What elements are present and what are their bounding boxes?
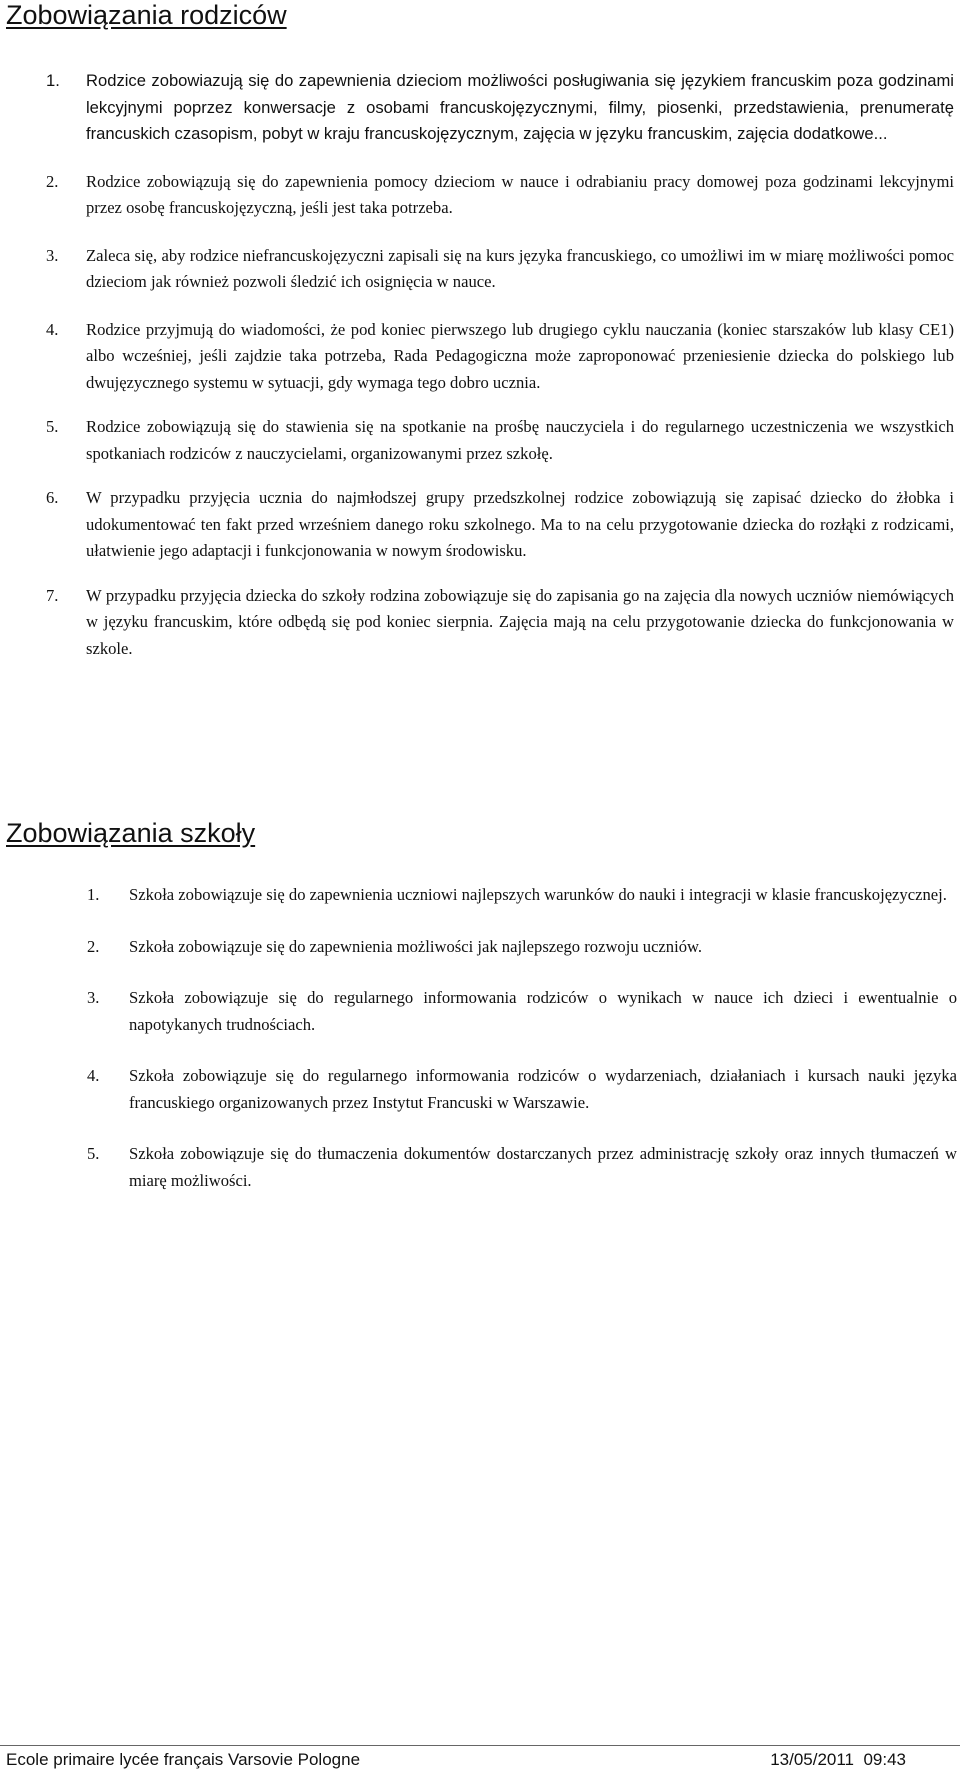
item-number: 5. [87, 1144, 100, 1163]
item-text: W przypadku przyjęcia dziecka do szkoły rodzina zobowiązuje się do zapisania go na zajęcia dla nowych uczniów niemówiących w języku francuskim, które odbędą się pod koniec sierpnia. Zajęcia mają na celu przygotowanie dziecka do funkcjonowania w szkole. [86, 585, 954, 658]
item-text: Rodzice zobowiązują się do zapewnienia pomocy dzieciom w nauce i odrabianiu pracy domowej poza godzinami lekcyjnymi przez osobę francuskojęzyczną, jeśli jest taka potrzeba. [86, 171, 954, 217]
item-number: 1. [87, 885, 100, 904]
list-item [87, 985, 957, 1038]
section-heading-school: Zobowiązania szkoły [6, 818, 256, 848]
section-heading-parents: Zobowiązania rodziców [6, 0, 287, 30]
item-text: Szkoła zobowiązuje się do regularnego informowania rodziców o wynikach w nauce ich dzieci i ewentualnie o napotykanych trudnościach. [129, 988, 957, 1034]
item-number: 3. [87, 988, 100, 1007]
item-text: Szkoła zobowiązuje się do tłumaczenia dokumentów dostarczanych przez administrację szkoły oraz innych tłumaczeń w miarę możliwości. [129, 1144, 957, 1190]
item-number: 1. [46, 71, 60, 90]
item-number: 2. [46, 171, 59, 191]
list-item [46, 68, 954, 148]
list-item [87, 1141, 957, 1194]
item-text: Zaleca się, aby rodzice niefrancuskojęzyczni zapisali się na kurs języka francuskiego, co umożliwi im w miarę możliwości pomoc dzieciom jak również pozwoli śledzić ich osignięcia w nauce. [86, 245, 954, 291]
item-text: W przypadku przyjęcia ucznia do najmłodszej grupy przedszkolnej rodzice zobowiązują się zapisać dziecko do żłobka i udokumentować ten fakt przed wrześniem danego roku szkolnego. Ma to na celu przygotowanie dziecka do rozłąki z rodzicami, ułatwienie jego adaptacji i funkcjonowania w nowym środowisku. [86, 488, 954, 560]
item-number: 4. [87, 1066, 100, 1085]
parents-obligations-list [46, 68, 954, 683]
item-text: Rodzice zobowiazują się do zapewnienia dzieciom możliwości posługiwania się językiem francuskim poza godzinami lekcyjnymi poprzez konwersacje z osobami francuskojęzycznymi, filmy, piosenki, przedstawienia, prenumeratę francuskich czasopism, pobyt w kraju francuskojęzycznym, zajęcia w języku francuskim, zajęcia dodatkowe... [86, 71, 954, 143]
list-item [46, 414, 954, 467]
item-text: Rodzice przyjmują do wiadomości, że pod koniec pierwszego lub drugiego cyklu nauczania (koniec starszaków lub klasy CE1) albo wcześniej, jeśli zajdzie taka potrzeba, Rada Pedagogiczna może zaproponować przeniesienie dziecka do polskiego lub dwujęzycznego systemu w sytuacji, gdy wymaga tego dobro ucznia. [86, 319, 954, 392]
item-text: Szkoła zobowiązuje się do zapewnienia możliwości jak najlepszego rozwoju uczniów. [129, 936, 703, 956]
list-item [46, 169, 954, 222]
list-item [87, 882, 957, 909]
list-item [46, 583, 954, 663]
item-number: 2. [87, 936, 100, 956]
item-number: 7. [46, 585, 59, 605]
item-number: 5. [46, 417, 59, 436]
footer-timestamp: 13/05/2011 09:43 [770, 1750, 906, 1769]
school-obligations-list [87, 882, 957, 1219]
page-footer [0, 1745, 960, 1771]
item-number: 4. [46, 319, 59, 339]
item-number: 6. [46, 488, 59, 507]
item-text: Rodzice zobowiązują się do stawienia się na spotkanie na prośbę nauczyciela i do regularnego uczestniczenia we wszystkich spotkaniach rodziców z nauczycielami, organizowanymi przez szkołę. [86, 417, 954, 463]
footer-school-name: Ecole primaire lycée français Varsovie Pologne [6, 1750, 361, 1769]
list-item [46, 243, 954, 296]
list-item [87, 934, 957, 961]
item-number: 3. [46, 245, 59, 265]
item-text: Szkoła zobowiązuje się do regularnego informowania rodziców o wydarzeniach, działaniach i kursach nauki języka francuskiego organizowanych przez Instytut Francuski w Warszawie. [129, 1066, 957, 1112]
list-item [87, 1063, 957, 1116]
item-text: Szkoła zobowiązuje się do zapewnienia uczniowi najlepszych warunków do nauki i integracji w klasie francuskojęzycznej. [129, 885, 947, 904]
list-item [46, 485, 954, 565]
list-item [46, 317, 954, 397]
